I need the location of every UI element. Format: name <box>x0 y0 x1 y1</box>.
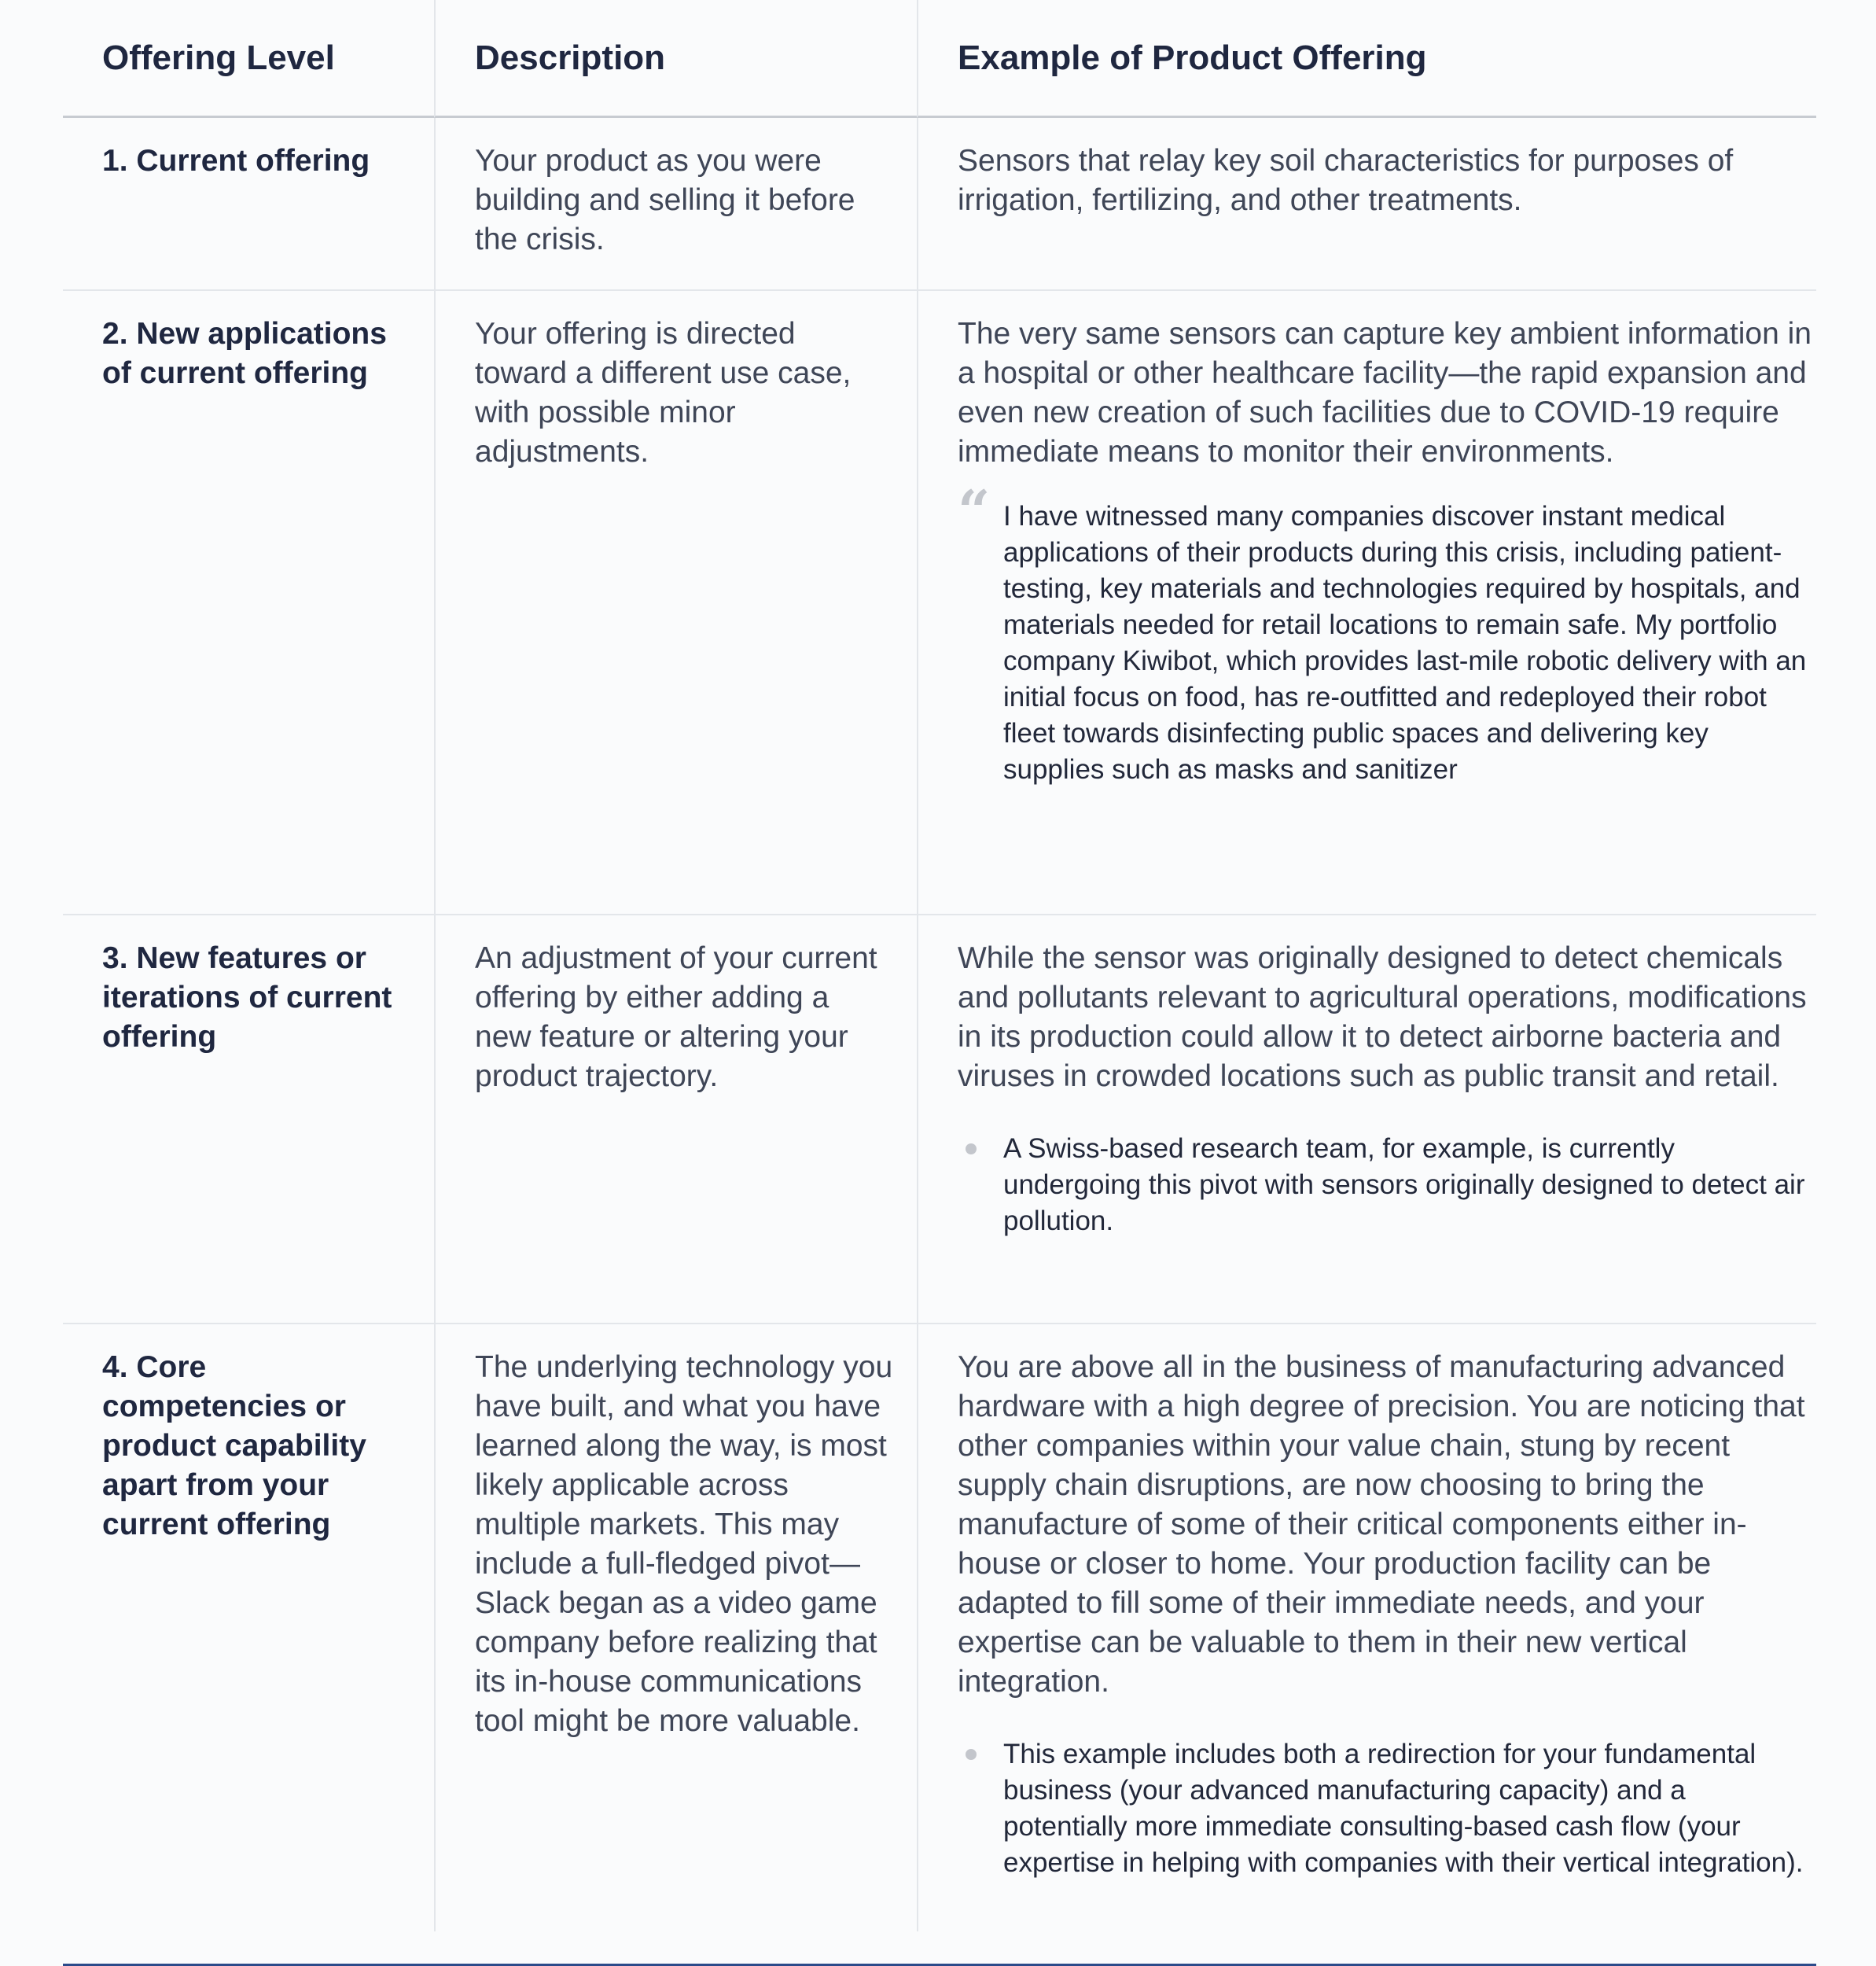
quote-text: I have witnessed many companies discover instant medical applications of their products during this crisis, including patient-testing, key materials and technologies required by hospitals, and materials needed for retail locations to remain safe. My portfolio company Kiwibot, which provides last-mile robotic delivery with an initial focus on food, has re-outfitted and redeployed their robot fleet towards disinfecting public spaces and delivering key supplies such as masks and sanitizer <box>1003 501 1807 785</box>
header-description: Description <box>434 0 917 118</box>
bullet-item <box>958 1131 1816 1239</box>
table-row <box>63 291 1816 915</box>
header-offering-level: Offering Level <box>63 0 434 118</box>
description-cell: Your product as you were building and selling it before the crisis. <box>434 118 917 289</box>
table-row <box>63 915 1816 1324</box>
bullet-item <box>958 1736 1816 1881</box>
example-cell <box>917 291 1816 914</box>
example-cell <box>917 118 1816 289</box>
bullet-dot-icon <box>966 1143 977 1154</box>
table-header-row <box>63 0 1816 118</box>
bullet-dot-icon <box>966 1749 977 1760</box>
example-text: The very same sensors can capture key ambient information in a hospital or other healthcare facility—the rapid expansion and even new creation of such facilities due to COVID-19 require immediate means to monitor their environments. <box>958 317 1812 469</box>
example-cell <box>917 1324 1816 1931</box>
offering-level-cell: 1. Current offering <box>102 144 370 178</box>
bullet-text: A Swiss-based research team, for example, is currently undergoing this pivot with sensors originally designed to detect air pollution. <box>1003 1133 1805 1236</box>
example-cell <box>917 915 1816 1323</box>
bullet-text: This example includes both a redirection for your fundamental business (your advanced manufacturing capacity) and a potentially more immediate consulting-based cash flow (your expertise in helping with companies with their vertical integration). <box>1003 1739 1804 1878</box>
description-cell: An adjustment of your current offering by either adding a new feature or altering your product trajectory. <box>434 915 917 1323</box>
example-text: You are above all in the business of manufacturing advanced hardware with a high degree of precision. You are noticing that other companies within your value chain, stung by recent supply chain disruptions, are now choosing to bring the manufacture of some of their critical components either in-house or closer to home. Your production facility can be adapted to fill some of their immediate needs, and your expertise can be valuable to them in their new vertical integration. <box>958 1350 1805 1699</box>
example-text: Sensors that relay key soil characteristics for purposes of irrigation, fertilizing, and other treatments. <box>958 144 1734 217</box>
offering-level-cell: 4. Core competencies or product capability apart from your current offering <box>102 1350 366 1541</box>
description-cell: Your offering is directed toward a different use case, with possible minor adjustments. <box>434 291 917 914</box>
description-cell: The underlying technology you have built, and what you have learned along the way, is most likely applicable across multiple markets. This may include a full-fledged pivot—Slack began as a video game company before realizing that its in-house communications tool might be more valuable. <box>434 1324 917 1931</box>
offering-level-cell: 2. New applications of current offering <box>102 317 387 390</box>
pull-quote <box>958 477 1816 788</box>
example-text: While the sensor was originally designed to detect chemicals and pollutants relevant to agricultural operations, modifications in its production could allow it to detect airborne bacteria and viruses in crowded locations such as public transit and retail. <box>958 941 1807 1093</box>
quote-mark-icon: “ <box>958 477 991 544</box>
table-row <box>63 118 1816 291</box>
offering-level-cell: 3. New features or iterations of current offering <box>102 941 392 1054</box>
offering-table <box>63 0 1816 1931</box>
table-row <box>63 1324 1816 1931</box>
header-example: Example of Product Offering <box>917 0 1816 118</box>
